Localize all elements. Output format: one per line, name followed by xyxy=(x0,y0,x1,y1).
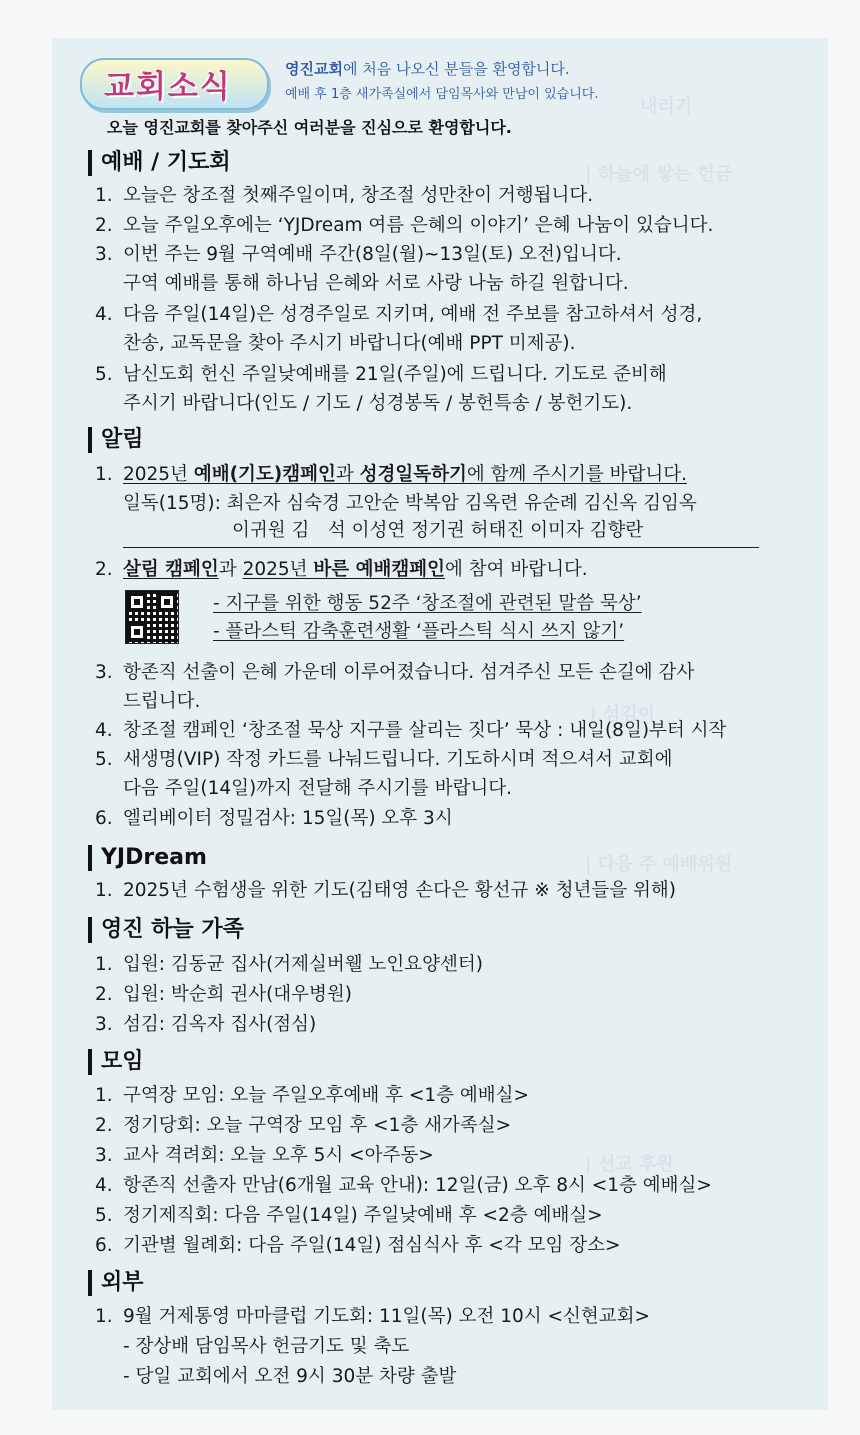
logo-text: 교회소식 xyxy=(104,69,232,105)
list-item: 2. 정기당회: 오늘 구역장 모임 후 <1층 새가족실> xyxy=(95,1115,512,1136)
bible-readers-line: 이귀원 김 석 이성연 정기권 허태진 이미자 김향란 xyxy=(232,520,644,541)
bible-readers-line: 일독(15명): 최은자 심숙경 고안순 박복암 김옥련 유순례 김신옥 김임옥 xyxy=(123,493,697,514)
qr-code-icon xyxy=(125,590,179,644)
list-item: 1. 입원: 김동균 집사(거제실버웰 노인요양센터) xyxy=(95,954,483,975)
bleed-through-text: | 다음 주 예배위원 xyxy=(585,854,733,875)
section-heading-meetings: 모임 xyxy=(88,1049,144,1075)
list-item: 1. 9월 거제통영 마마클럽 기도회: 11일(목) 오전 10시 <신현교회> xyxy=(95,1306,650,1327)
list-item: 4. 다음 주일(14일)은 성경주일로 지키며, 예배 전 주보를 참고하셔서 성경, xyxy=(95,304,703,325)
sub-item: - 장상배 담임목사 헌금기도 및 축도 xyxy=(123,1336,410,1357)
list-item: 2. 입원: 박순희 권사(대우병원) xyxy=(95,984,353,1005)
list-item: 3. 교사 격려회: 오늘 오후 5시 <아주동> xyxy=(95,1145,434,1166)
list-item: 1. 오늘은 창조절 첫째주일이며, 창조절 성만찬이 거행됩니다. xyxy=(95,185,594,206)
section-heading-external: 외부 xyxy=(88,1270,144,1296)
list-item-continuation: 드립니다. xyxy=(123,691,201,712)
list-item: 2. 오늘 주일오후에는 ‘YJDream 여름 은혜의 이야기’ 은혜 나눔이 있습니다. xyxy=(95,215,714,236)
list-item: 1. 구역장 모임: 오늘 주일오후예배 후 <1층 예배실> xyxy=(95,1085,529,1106)
sub-item: - 당일 교회에서 오전 9시 30분 차량 출발 xyxy=(123,1366,457,1387)
list-item-continuation: 다음 주일(14일)까지 전달해 주시기를 바랍니다. xyxy=(123,778,513,799)
list-item: 1. 2025년 수험생을 위한 기도(김태영 손다은 황선규 ※ 청년들을 위해) xyxy=(95,880,676,901)
welcome-line xyxy=(285,58,570,79)
list-item: 5. 남신도회 헌신 주일낮예배를 21일(주일)에 드립니다. 기도로 준비해 xyxy=(95,364,667,385)
list-item: 6. 기관별 월례회: 다음 주일(14일) 점심식사 후 <각 모임 장소> xyxy=(95,1235,621,1256)
list-item-continuation: 구역 예배를 통해 하나님 은혜와 서로 사랑 나눔 하길 원합니다. xyxy=(123,273,629,294)
church-news-logo xyxy=(80,58,269,110)
list-item-continuation: 주시기 바랍니다(인도 / 기도 / 성경봉독 / 봉헌특송 / 봉헌기도). xyxy=(123,393,633,414)
list-item: 1. 2025년 예배(기도)캠페인과 성경일독하기에 함께 주시기를 바랍니다. xyxy=(95,464,687,485)
welcome-note: 예배 후 1층 새가족실에서 담임목사와 만남이 있습니다. xyxy=(285,87,599,102)
list-item: 6. 엘리베이터 정밀검사: 15일(목) 오후 3시 xyxy=(95,808,453,829)
bleed-through-text: | 하늘에 쌓는 헌금 xyxy=(585,164,733,185)
list-item: 2. 살림 캠페인과 2025년 바른 예배캠페인에 참여 바랍니다. xyxy=(95,559,588,580)
bleed-through-text: | 선교 후원 xyxy=(585,1154,674,1175)
section-heading-family: 영진 하늘 가족 xyxy=(88,917,244,943)
section-heading-worship: 예배 / 기도회 xyxy=(88,150,231,176)
list-item: 3. 섬김: 김옥자 집사(점심) xyxy=(95,1014,317,1035)
divider xyxy=(123,547,759,548)
section-heading-notices: 알림 xyxy=(88,427,144,453)
list-item: 3. 이번 주는 9월 구역예배 주간(8일(월)~13일(토) 오전)입니다. xyxy=(95,244,622,265)
welcome-text: 에 처음 나오신 분들을 환영합니다. xyxy=(342,60,570,78)
bleed-through-text: 내리기 xyxy=(640,96,693,117)
bleed-through-text: | 섬김이 xyxy=(590,704,656,725)
list-item-continuation: 찬송, 교독문을 찾아 주시기 바랍니다(예배 PPT 미제공). xyxy=(123,333,576,354)
list-item: 4. 창조절 캠페인 ‘창조절 묵상 지구를 살리는 짓다’ 묵상 : 내일(8일)부터 시작 xyxy=(95,720,727,741)
campaign-item: - 지구를 위한 행동 52주 ‘창조절에 관련된 말씀 묵상’ xyxy=(213,593,642,614)
list-item: 5. 정기제직회: 다음 주일(14일) 주일낮예배 후 <2층 예배실> xyxy=(95,1205,603,1226)
church-name: 영진교회 xyxy=(285,60,343,78)
intro-greeting: 오늘 영진교회를 찾아주신 여러분을 진심으로 환영합니다. xyxy=(107,118,512,137)
bulletin-header xyxy=(80,52,800,122)
campaign-item: - 플라스틱 감축훈련생활 ‘플라스틱 식시 쓰지 않기’ xyxy=(213,621,625,642)
section-heading-yjdream: YJDream xyxy=(88,845,207,871)
list-item: 4. 항존직 선출자 만남(6개월 교육 안내): 12일(금) 오후 8시 <1층 예배실> xyxy=(95,1175,712,1196)
list-item: 3. 항존직 선출이 은혜 가운데 이루어졌습니다. 섬겨주신 모든 손길에 감사 xyxy=(95,662,695,683)
list-item: 5. 새생명(VIP) 작정 카드를 나눠드립니다. 기도하시며 적으셔서 교회에 xyxy=(95,749,673,770)
